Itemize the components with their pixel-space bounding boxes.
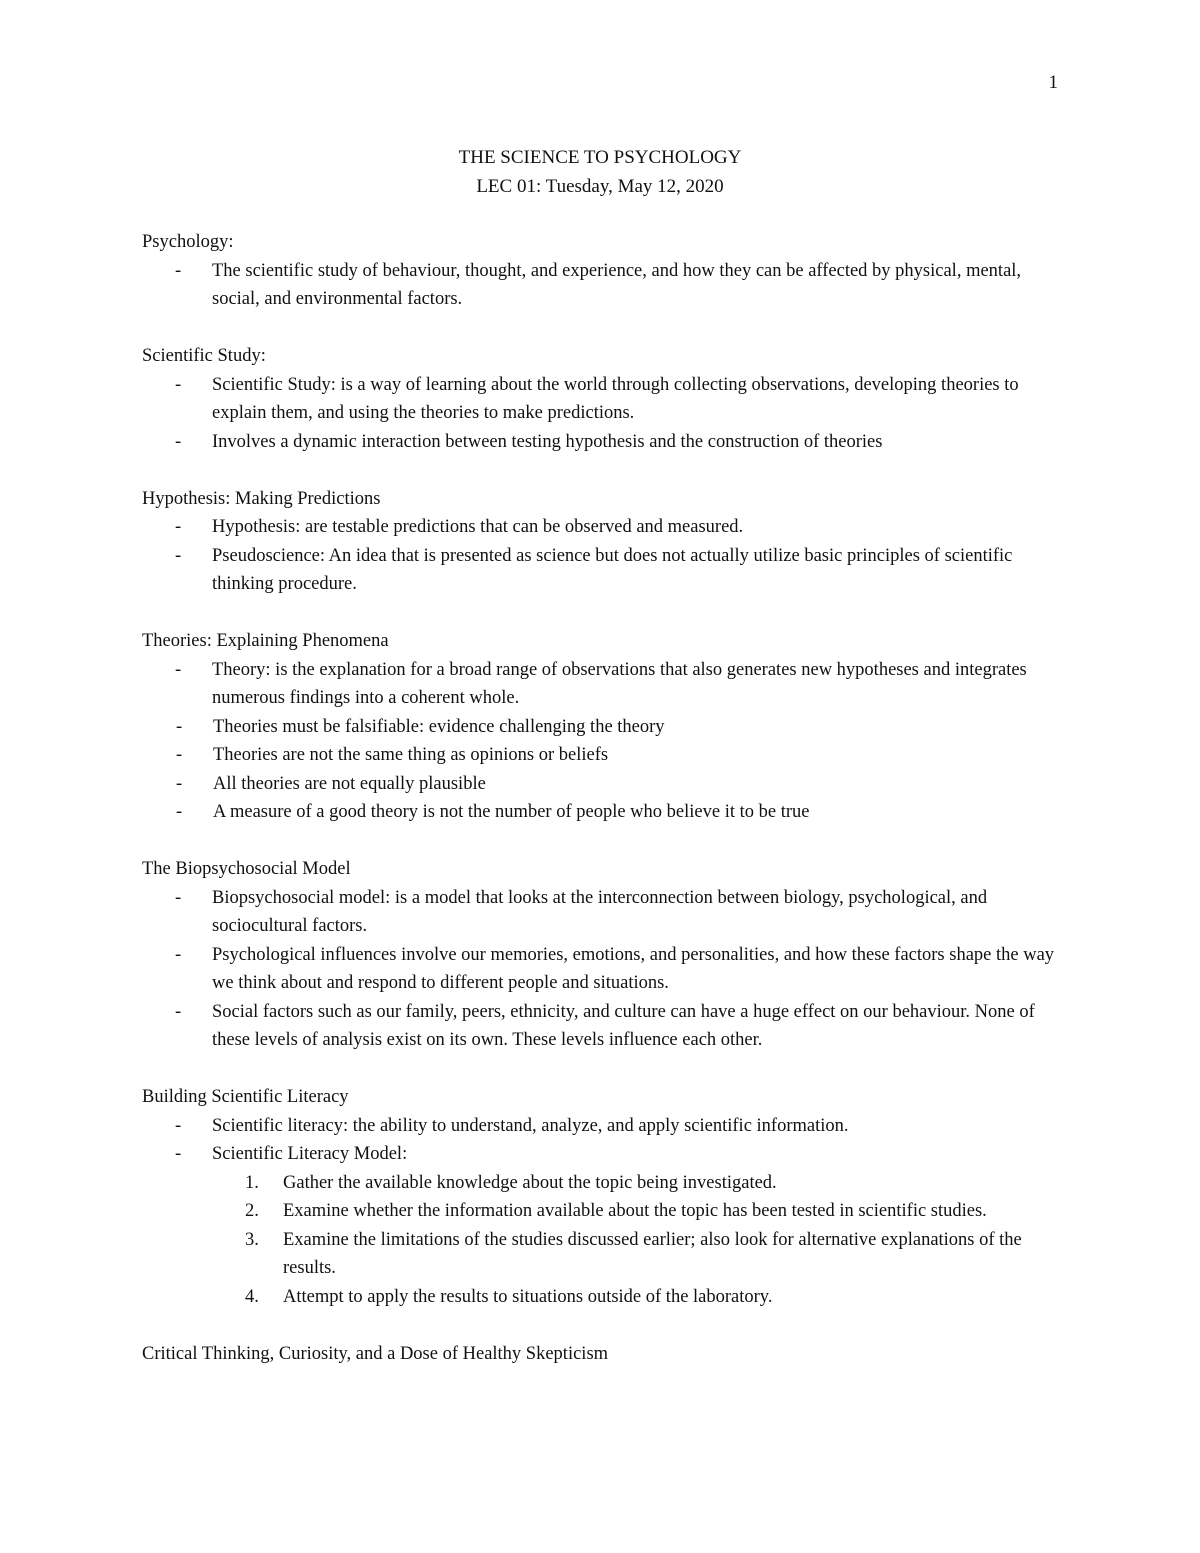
section-heading: Psychology: [142,232,234,252]
section-theories [142,627,1062,827]
sub-bullet-list [142,713,1062,827]
numbered-list [142,1169,1062,1312]
section-heading: Critical Thinking, Curiosity, and a Dose of Healthy Skepticism [142,1343,609,1364]
bullet-item: - Biopsychosocial model: is a model that looks at the interconnection between biology, psychological, and sociocultural factors. [142,884,1062,941]
section-heading: Theories: Explaining Phenomena [142,631,389,651]
section-hypothesis [142,485,1062,599]
bullet-list [142,1112,1062,1312]
sub-bullet-item: - All theories are not equally plausible [72,770,1062,799]
item-number: 3. [245,1229,259,1250]
bullet-item: - Social factors such as our family, peers, ethnicity, and culture can have a huge effect on our behaviour. None of these levels of analysis exist on its own. These levels influence each other. [142,998,1062,1055]
section-heading: Scientific Study: [142,346,266,366]
item-number: 2. [245,1201,259,1221]
page-number: 1 [1048,72,1058,93]
bullet-item: - The scientific study of behaviour, thought, and experience, and how they can be affected by physical, mental, social, and environmental factors. [142,257,1062,314]
numbered-item [142,1283,1062,1312]
section-heading: Hypothesis: Making Predictions [142,488,381,509]
section-psychology [142,228,1062,314]
bullet-item: - Scientific Study: is a way of learning about the world through collecting observations, developing theories to explain them, and using the theories to make predictions. [142,371,1062,428]
bullet-item: - Involves a dynamic interaction between testing hypothesis and the construction of theories [142,428,1062,457]
sub-bullet-item: - A measure of a good theory is not the number of people who believe it to be true [72,798,1062,827]
bullet-item: - Scientific literacy: the ability to understand, analyze, and apply scientific information. [142,1112,1062,1141]
bullet-list [142,257,1062,314]
item-text: Gather the available knowledge about the topic being investigated. [283,1172,777,1193]
numbered-item [142,1226,1062,1283]
bullet-item: - Pseudoscience: An idea that is presented as science but does not actually utilize basic principles of scientific thinking procedure. [142,542,1062,599]
bullet-item: - Hypothesis: are testable predictions that can be observed and measured. [142,513,1062,542]
bullet-item: - Psychological influences involve our memories, emotions, and personalities, and how these factors shape the way we think about and respond to different people and situations. [142,941,1062,998]
sub-bullet-item: - Theories must be falsifiable: evidence challenging the theory [72,713,1062,742]
document-title: THE SCIENCE TO PSYCHOLOGY [458,147,742,168]
numbered-item [142,1197,1062,1226]
section-scientific-study [142,342,1062,456]
section-biopsychosocial [142,855,1062,1055]
bullet-item: - Theory: is the explanation for a broad range of observations that also generates new hypotheses and integrates numerous findings into a coherent whole. [142,656,1062,713]
item-text: Examine the limitations of the studies discussed earlier; also look for alternative explanations of the results. [283,1229,1022,1278]
title-block [0,143,1200,201]
bullet-list [142,371,1062,457]
item-text: Attempt to apply the results to situations outside of the laboratory. [283,1286,773,1307]
sub-bullet-item: - Theories are not the same thing as opinions or beliefs [72,741,1062,770]
bullet-text: Scientific Literacy Model: [212,1144,408,1164]
bullet-list [142,656,1062,713]
numbered-item [142,1169,1062,1198]
item-text: Examine whether the information available about the topic has been tested in scientific studies. [283,1201,987,1221]
section-heading: Building Scientific Literacy [142,1087,349,1107]
section-critical-thinking [142,1340,1062,1369]
item-number: 4. [245,1286,259,1307]
bullet-item [142,1140,1062,1311]
section-scientific-literacy [142,1083,1062,1311]
notes-body [142,228,1062,1397]
bullet-list [142,513,1062,599]
bullet-list [142,884,1062,1055]
lecture-subtitle: LEC 01: Tuesday, May 12, 2020 [476,176,724,197]
section-heading: The Biopsychosocial Model [142,859,351,879]
item-number: 1. [245,1172,259,1193]
